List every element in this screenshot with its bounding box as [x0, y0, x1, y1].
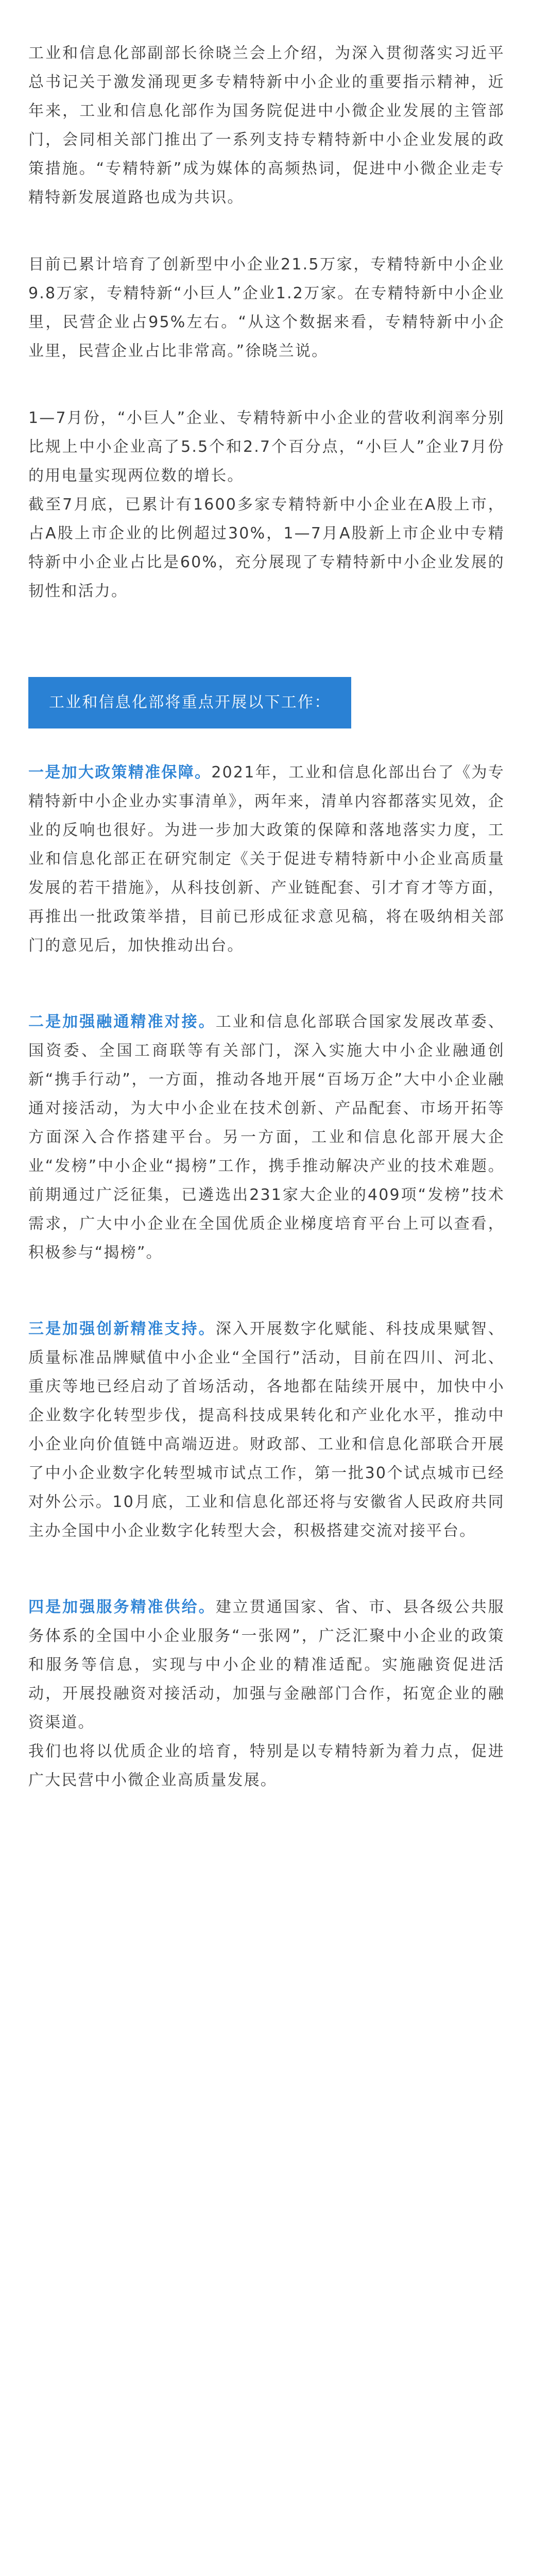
work-item-body: 深入开展数字化赋能、科技成果赋智、质量标准品牌赋值中小企业“全国行”活动，目前在四川、河北、重庆等地已经启动了首场活动，各地都在陆续开展中，加快中小企业数字化转型步伐，提高科技成果转化和产业化水平，推动中小企业向价值链中高端迈进。财政部、工业和信息化部联合开展了中小企业数字化转型城市试点工作，第一批30个试点城市已经对外公示。10月底，工业和信息化部还将与安徽省人民政府共同主办全国中小企业数字化转型大会，积极搭建交流对接平台。	[28, 1320, 505, 1540]
work-item-text	[28, 1315, 505, 1546]
growth-paragraph-2: 截至7月底，已累计有1600多家专精特新中小企业在A股上市，占A股上市企业的比例超过30%，1—7月A股新上市企业中专精特新中小企业占比是60%，充分展现了专精特新中小企业发展的韧性和活力。	[28, 496, 505, 600]
article-body	[28, 39, 505, 1795]
work-item-lead: 二是加强融通精准对接。	[28, 1013, 216, 1031]
intro-paragraph-1: 工业和信息化部副部长徐晓兰会上介绍，为深入贯彻落实习近平总书记关于激发涌现更多专精特新中小企业的重要指示精神，近年来，工业和信息化部作为国务院促进中小微企业发展的主管部门，会同相关部门推出了一系列支持专精特新中小企业发展的政策措施。“专精特新”成为媒体的高频热词，促进中小微企业走专精特新发展道路也成为共识。	[28, 44, 505, 207]
work-item-lead: 四是加强服务精准供给。	[28, 1598, 216, 1616]
work-item-4	[28, 1593, 505, 1795]
section-heading-banner: 工业和信息化部将重点开展以下工作：	[28, 677, 351, 728]
work-item-body: 建立贯通国家、省、市、县各级公共服务体系的全国中小企业服务“一张网”，广泛汇聚中小企业的政策和服务等信息，实现与中小企业的精准适配。实施融资促进活动，开展投融资对接活动，加强与金融部门合作，拓宽企业的融资渠道。	[28, 1598, 505, 1732]
work-item-lead: 一是加大政策精准保障。	[28, 764, 212, 782]
growth-paragraph-1: 1—7月份，“小巨人”企业、专精特新中小企业的营收利润率分别比规上中小企业高了5.5个和2.7个百分点，“小巨人”企业7月份的用电量实现两位数的增长。	[28, 409, 505, 485]
growth-paragraph-group	[28, 404, 505, 606]
closing-paragraph: 我们也将以优质企业的培育，特别是以专精特新为着力点，促进广大民营中小微企业高质量发展。	[28, 1742, 505, 1789]
work-item-body: 工业和信息化部联合国家发展改革委、国资委、全国工商联等有关部门，深入实施大中小企业融通创新“携手行动”，一方面，推动各地开展“百场万企”大中小企业融通对接活动，为大中小企业在技术创新、产品配套、市场开拓等方面深入合作搭建平台。另一方面，工业和信息化部开展大企业“发榜”中小企业“揭榜”工作，携手推动解决产业的技术难题。前期通过广泛征集，已遴选出231家大企业的409项“发榜”技术需求，广大中小企业在全国优质企业梯度培育平台上可以查看，积极参与“揭榜”。	[28, 1013, 505, 1262]
work-item-lead: 三是加强创新精准支持。	[28, 1320, 216, 1338]
work-item-text	[28, 758, 505, 960]
work-item-body: 2021年，工业和信息化部出台了《为专精特新中小企业办实事清单》，两年来，清单内容都落实见效，企业的反响也很好。为进一步加大政策的保障和落地落实力度，工业和信息化部正在研究制定《关于促进专精特新中小企业高质量发展的若干措施》，从科技创新、产业链配套、引才育才等方面，再推出一批政策举措，目前已形成征求意见稿，将在吸纳相关部门的意见后，加快推动出台。	[28, 764, 505, 955]
work-item-text	[28, 1593, 505, 1737]
work-item-1	[28, 758, 505, 960]
work-item-2	[28, 1008, 505, 1267]
work-item-text	[28, 1008, 505, 1267]
intro-paragraph-2: 目前已累计培育了创新型中小企业21.5万家，专精特新中小企业9.8万家，专精特新“小巨人”企业1.2万家。在专精特新中小企业里，民营企业占95%左右。“从这个数据来看，专精特新中小企业里，民营企业占比非常高。”徐晓兰说。	[28, 256, 505, 360]
work-item-3	[28, 1315, 505, 1546]
